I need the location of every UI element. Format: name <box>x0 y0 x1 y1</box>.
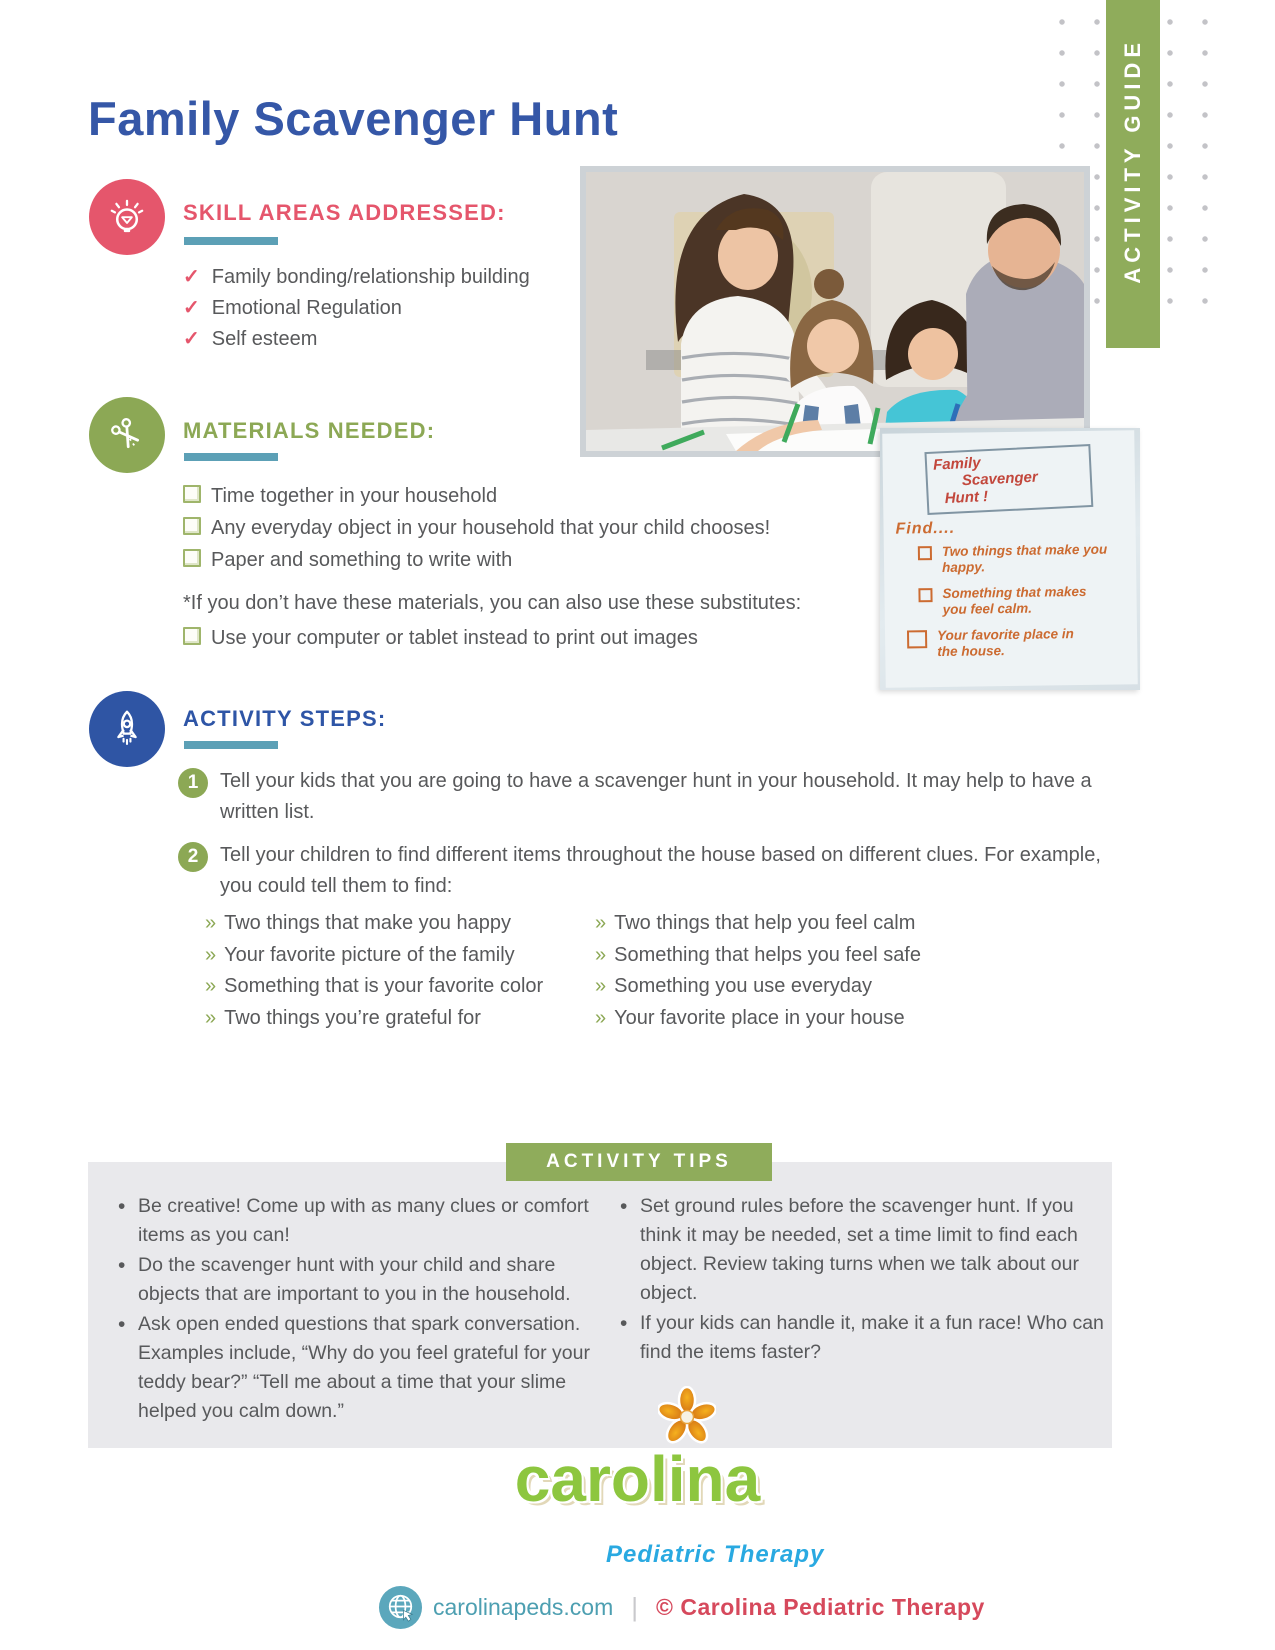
note-title-line: Scavenger <box>961 468 1039 490</box>
note-title-box <box>924 444 1093 515</box>
chevron-icon: » <box>205 1006 217 1029</box>
chevron-icon: » <box>595 912 607 934</box>
tips-list-right <box>620 1192 1106 1368</box>
checkbox-icon <box>183 627 201 645</box>
chevron-icon: » <box>205 943 217 966</box>
list-item <box>183 293 530 324</box>
list-item <box>595 940 1015 972</box>
materials-heading: MATERIALS NEEDED: <box>183 418 436 443</box>
check-icon: ✓ <box>183 328 200 350</box>
skills-heading: SKILL AREAS ADDRESSED: <box>183 200 506 225</box>
step-text: Tell your children to find different items throughout the house based on different clues. For example, you could tell them to find: <box>220 844 1101 897</box>
list-item <box>595 908 1015 940</box>
checkbox-icon <box>183 485 201 503</box>
list-item: • Set ground rules before the scavenger hunt. If you think it may be needed, set a time limit to find each object. Review taking turns when we talk about our object. <box>620 1192 1106 1308</box>
find-list-right <box>595 908 1015 1034</box>
chevron-icon: » <box>595 1006 607 1029</box>
skill-item-text: Family bonding/relationship building <box>211 266 530 288</box>
list-item <box>205 971 595 1003</box>
step-text: Tell your kids that you are going to have a scavenger hunt in your household. It may help to have a written list. <box>220 770 1092 823</box>
find-item-text: Something that is your favorite color <box>224 975 544 997</box>
activity-guide-label: ACTIVITY GUIDE <box>1120 38 1145 284</box>
scissors-icon <box>89 397 165 473</box>
scavenger-list-photo <box>880 428 1140 690</box>
section-underline <box>184 237 278 245</box>
materials-substitute-note: *If you don’t have these materials, you can also use these substitutes: <box>183 592 802 614</box>
activity-steps-heading: ACTIVITY STEPS: <box>183 706 387 731</box>
website-link[interactable]: carolinapeds.com <box>433 1593 614 1620</box>
checkbox-icon <box>183 517 201 535</box>
find-list-left <box>205 908 595 1034</box>
list-item: • If your kids can handle it, make it a fun race! Who can find the items faster? <box>620 1309 1106 1367</box>
list-item: • Be creative! Come up with as many clues or comfort items as you can! <box>118 1192 596 1250</box>
find-item-text: Your favorite picture of the family <box>224 943 515 966</box>
check-icon: ✓ <box>183 297 200 319</box>
material-item-text: Time together in your household <box>211 485 498 507</box>
list-item <box>183 480 770 512</box>
note-title-line: Hunt ! <box>944 488 989 508</box>
note-find-label: Find.... <box>895 519 956 538</box>
list-item <box>595 1003 1015 1035</box>
chevron-icon: » <box>595 943 607 966</box>
list-item <box>205 940 595 972</box>
material-item-text: Any everyday object in your household that your child chooses! <box>211 517 771 539</box>
list-item <box>205 908 595 940</box>
skills-list <box>183 262 530 355</box>
note-list-item <box>907 626 1097 661</box>
list-item <box>183 262 530 293</box>
rocket-icon <box>89 691 165 767</box>
step-number-badge: 2 <box>178 842 208 872</box>
list-item <box>205 1003 595 1035</box>
list-item <box>183 544 770 576</box>
logo-tagline: Pediatric Therapy <box>606 1541 825 1568</box>
activity-step <box>178 840 1130 902</box>
skill-item-text: Emotional Regulation <box>211 297 402 319</box>
handdrawn-checkbox-icon <box>907 630 927 648</box>
chevron-icon: » <box>205 975 217 997</box>
list-item: • Do the scavenger hunt with your child and share objects that are important to you in the household. <box>118 1251 596 1309</box>
scavenger-list-paper <box>882 430 1138 687</box>
skill-item-text: Self esteem <box>211 328 318 350</box>
note-item-text: Two things that make you happy. <box>941 541 1108 575</box>
activity-guide-banner <box>1106 0 1160 348</box>
note-item-text: Your favorite place in the house. <box>936 626 1074 660</box>
page-title: Family Scavenger Hunt <box>88 92 619 146</box>
step-number-badge: 1 <box>178 768 208 798</box>
tips-list-left <box>118 1192 596 1427</box>
chevron-icon: » <box>205 912 217 934</box>
handdrawn-checkbox-icon <box>918 588 932 602</box>
list-item <box>183 622 698 654</box>
lightbulb-icon <box>89 179 165 255</box>
find-item-text: Something you use everyday <box>614 975 873 997</box>
material-item-text: Paper and something to write with <box>211 549 513 571</box>
note-item-text: Something that makes you feel calm. <box>942 583 1087 617</box>
list-item <box>183 324 530 355</box>
family-photo <box>580 166 1090 457</box>
flower-icon <box>658 1386 716 1448</box>
handdrawn-checkbox-icon <box>918 546 932 560</box>
dot-grid-right <box>1160 16 1218 318</box>
find-item-text: Two things that help you feel calm <box>614 912 916 934</box>
activity-tips-banner: ACTIVITY TIPS <box>506 1143 772 1181</box>
check-icon: ✓ <box>183 266 200 288</box>
materials-list <box>183 480 770 576</box>
chevron-icon: » <box>595 975 607 997</box>
materials-substitute-list <box>183 622 698 654</box>
footer-contact-row <box>378 1584 985 1630</box>
find-item-text: Your favorite place in your house <box>614 1006 905 1029</box>
list-item <box>183 512 770 544</box>
activity-step <box>178 766 1130 828</box>
section-underline <box>184 453 278 461</box>
substitute-item-text: Use your computer or tablet instead to print out images <box>211 627 698 649</box>
note-list-item <box>918 584 1108 619</box>
globe-icon <box>378 1585 423 1630</box>
family-photo-illustration <box>586 172 1084 451</box>
list-item <box>595 971 1015 1003</box>
section-underline <box>184 741 278 749</box>
find-item-text: Two things you’re grateful for <box>224 1006 481 1029</box>
footer-divider: | <box>631 1591 639 1622</box>
find-item-text: Two things that make you happy <box>224 912 511 934</box>
find-item-text: Something that helps you feel safe <box>614 943 921 966</box>
carolina-logo: carolina <box>514 1443 761 1515</box>
note-title-line: Family <box>932 454 981 474</box>
note-list-item <box>918 542 1108 577</box>
copyright-text: © Carolina Pediatric Therapy <box>656 1593 985 1620</box>
list-item: • Ask open ended questions that spark conversation. Examples include, “Why do you feel grateful for your teddy bear?” “Tell me about a time that your slime helped you calm down.” <box>118 1310 596 1426</box>
checkbox-icon <box>183 549 201 567</box>
